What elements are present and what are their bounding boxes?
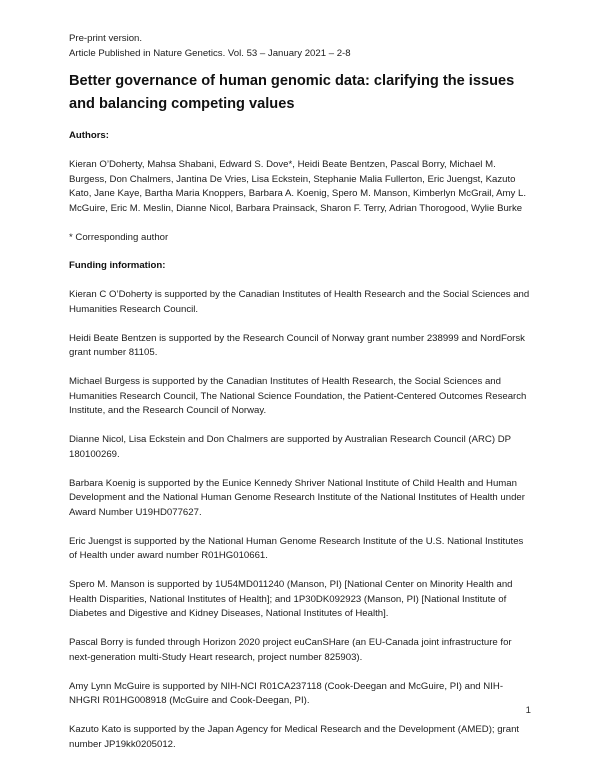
funding-paragraph: Spero M. Manson is supported by 1U54MD011240 (Manson, PI) [National Center on Minority Health and Health Disparities, National Institutes of Health]; and 1P30DK092923 (Manson, PI) [National Institute of Diabetes and Digestive and Kidney Diseases, National Institutes of Health]. — [69, 579, 513, 619]
funding-heading: Funding information: — [69, 260, 166, 271]
corresponding-author-note: * Corresponding author — [69, 231, 169, 243]
funding-paragraph: Eric Juengst is supported by the National Human Genome Research Institute of the U.S. National Institutes of Health under award number R01HG010661. — [69, 535, 524, 561]
page-number: 1 — [525, 705, 531, 716]
preprint-version-line: Pre-print version. — [69, 33, 143, 44]
funding-paragraph: Heidi Beate Bentzen is supported by the Research Council of Norway grant number 238999 and NordForsk grant number 81105. — [69, 332, 525, 358]
funding-paragraph: Michael Burgess is supported by the Canadian Institutes of Health Research, the Social Sciences and Humanities Research Council, The National Science Foundation, the Patient-Centered Outcomes Research Institute, and the Research Council of Norway. — [69, 376, 527, 416]
page-content — [69, 32, 533, 752]
article-title: Better governance of human genomic data: clarifying the issues and balancing competing values — [69, 73, 515, 112]
publication-info-line: Article Published in Nature Genetics. Vol. 53 – January 2021 – 2-8 — [69, 47, 351, 59]
funding-paragraph: Kieran C O’Doherty is supported by the Canadian Institutes of Health Research and the Social Sciences and Humanities Research Council. — [69, 289, 530, 315]
authors-list: Kieran O’Doherty, Mahsa Shabani, Edward S. Dove*, Heidi Beate Bentzen, Pascal Borry, Michael M. Burgess, Don Chalmers, Jantina De Vries, Lisa Eckstein, Stephanie Malia Fullerton, Eric Juengst, Kazuto Kato, Jane Kaye, Bartha Maria Knoppers, Barbara A. Koenig, Spero M. Manson, Kimberlyn McGrail, Amy L. McGuire, Eric M. Meslin, Dianne Nicol, Barbara Prainsack, Sharon F. Terry, Adrian Thorogood, Wylie Burke — [69, 159, 526, 214]
funding-paragraph: Dianne Nicol, Lisa Eckstein and Don Chalmers are supported by Australian Research Council (ARC) DP 180100269. — [69, 434, 511, 460]
funding-paragraph: Barbara Koenig is supported by the Eunice Kennedy Shriver National Institute of Child Health and Human Development and the National Human Genome Research Institute of the National Institutes of Health under Award Number U19HD077627. — [69, 477, 525, 518]
funding-paragraph: Kazuto Kato is supported by the Japan Agency for Medical Research and the Development (AMED); grant number JP19kk0205012. — [69, 724, 520, 750]
authors-heading: Authors: — [69, 130, 109, 141]
funding-paragraph: Amy Lynn McGuire is supported by NIH-NCI R01CA237118 (Cook-Deegan and McGuire, PI) and NIH-NHGRI R01HG008918 (McGuire and Cook-Deegan, PI). — [69, 680, 504, 706]
funding-paragraph: Pascal Borry is funded through Horizon 2020 project euCanSHare (an EU-Canada joint infrastructure for next-generation multi-Study Heart research, project number 825903). — [69, 637, 512, 663]
